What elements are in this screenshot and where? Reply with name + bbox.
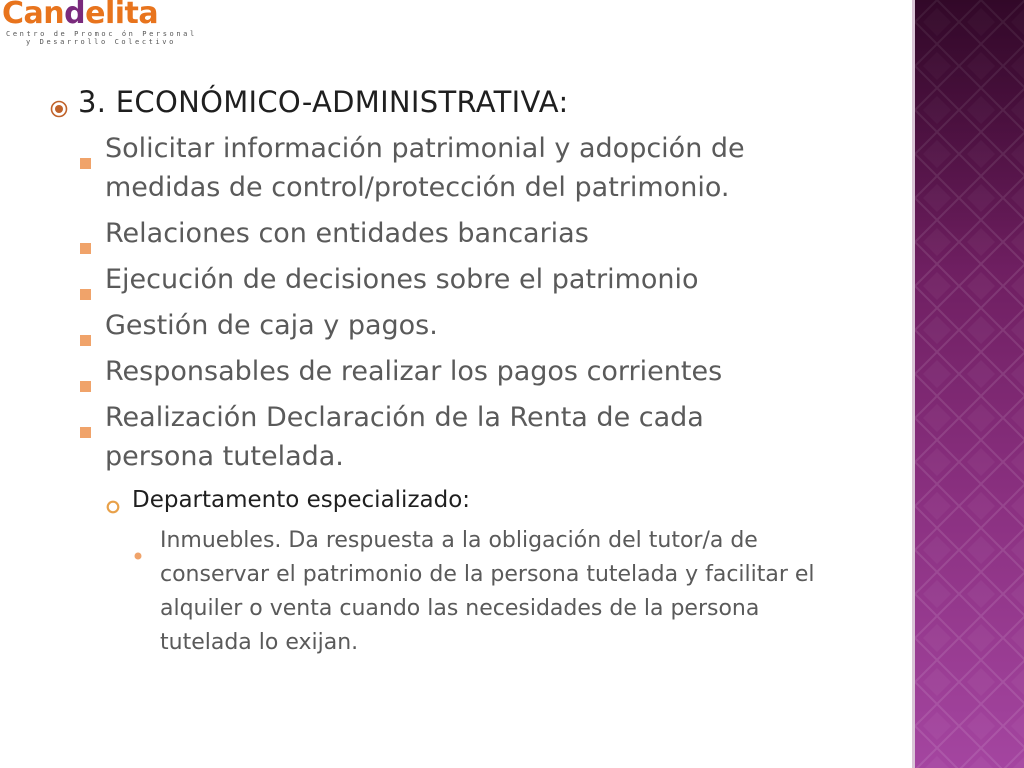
subheading-text: Departamento especializado: — [132, 487, 471, 513]
ring-bullet-icon — [106, 494, 120, 520]
list-item-text: Gestión de caja y pagos. — [105, 310, 438, 341]
logo-word-part2: d — [64, 0, 86, 31]
square-bullet-icon — [80, 410, 91, 449]
list-item-text: Responsables de realizar los pagos corrientes — [105, 356, 723, 387]
subheading-row — [106, 485, 806, 515]
logo-wordmark — [2, 0, 158, 32]
logo-word-part1: Can — [2, 0, 65, 31]
list-item-text: Realización Declaración de la Renta de cada persona tutelada. — [105, 402, 704, 472]
square-bullet-icon — [80, 272, 91, 311]
list-item-text: Solicitar información patrimonial y adopción de medidas de control/protección del patrimonio. — [105, 133, 745, 203]
logo-subtitle-line1: Centro de Promoc ón Personal — [6, 30, 197, 38]
square-bullet-icon — [80, 364, 91, 403]
square-bullet-icon — [80, 141, 91, 180]
candelita-logo — [0, 0, 197, 46]
page-title: 3. ECONÓMICO-ADMINISTRATIVA: — [78, 85, 569, 119]
logo-subtitle-line2: y Desarrollo Colectivo — [26, 38, 176, 46]
detail-text: Inmuebles. Da respuesta a la obligación del tutor/a de conservar el patrimonio de la persona tutelada y facilitar el alquiler o venta cuando las necesidades de la persona tutelada lo exijan. — [160, 528, 815, 655]
decorative-side-panel — [912, 0, 1024, 768]
dot-bullet-icon — [134, 537, 142, 571]
radio-bullet-icon — [50, 91, 68, 125]
list-item-text: Relaciones con entidades bancarias — [105, 218, 589, 249]
square-bullet-icon — [80, 226, 91, 265]
heading-row — [50, 82, 870, 122]
square-bullet-icon — [80, 318, 91, 357]
diamond-pattern — [915, 0, 1024, 768]
logo-word-part3: elita — [85, 0, 159, 31]
list-item-text: Ejecución de decisiones sobre el patrimonio — [105, 264, 699, 295]
